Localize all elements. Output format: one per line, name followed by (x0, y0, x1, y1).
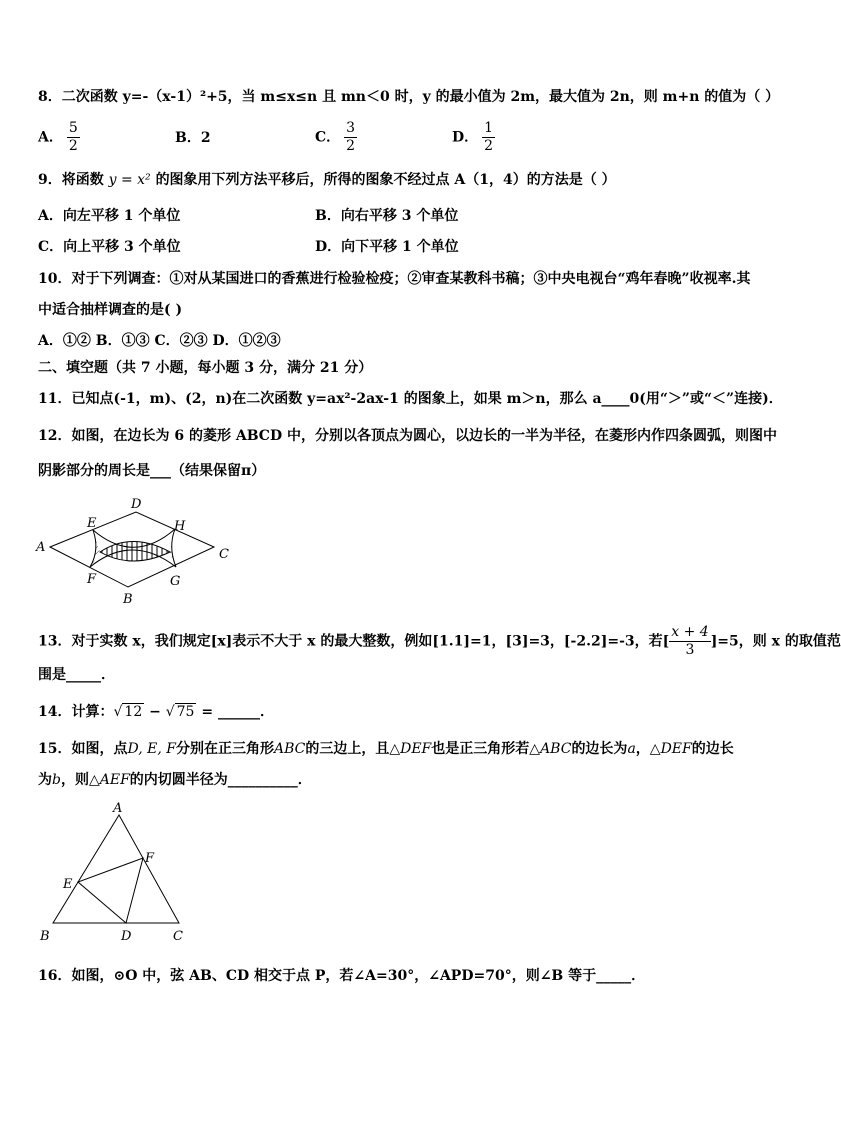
label-c: C (173, 929, 183, 944)
q8-option-c-label: C． (315, 129, 341, 146)
q14-sqrt-2: √ 75 (165, 704, 195, 720)
q9-option-a: A．向左平移 1 个单位 (38, 208, 181, 224)
q8-a-denominator: 2 (68, 138, 78, 154)
label-g: G (170, 574, 181, 589)
q13-stem-line1 (38, 624, 841, 659)
q13-pre: 13．对于实数 x，我们规定[x]表示不大于 x 的最大整数，例如[1.1]=1，[3]=3，[-2.2]=-3，若[ (38, 633, 670, 650)
q15-text-8: 为 (38, 772, 52, 788)
q8-a-numerator: 5 (68, 120, 78, 136)
q8-option-d (452, 120, 495, 155)
q15-abc: ABC (273, 741, 306, 757)
q13-post: ]=5，则 x 的取值范 (710, 633, 841, 650)
label-e: E (87, 516, 97, 531)
q8-option-c-fraction (344, 120, 357, 155)
q14-minus: − (144, 704, 166, 720)
q13-fraction (669, 624, 710, 659)
label-h: H (174, 519, 186, 534)
q9-option-b: B．向右平移 3 个单位 (315, 208, 459, 224)
q13-stem-line2: 围是_____． (38, 667, 115, 683)
label-f: F (87, 572, 97, 587)
q15-a: a (627, 741, 636, 757)
q8-d-numerator: 1 (484, 120, 494, 136)
label-c: C (219, 547, 229, 562)
q8-option-d-label: D． (452, 129, 479, 146)
q9-option-c: C．向上平移 3 个单位 (38, 239, 181, 255)
q8-option-a-label: A． (38, 129, 63, 146)
q9-option-d: D．向下平移 1 个单位 (315, 239, 459, 255)
q10-options: A．①② B．①③ C．②③ D．①②③ (38, 333, 281, 349)
rhombus-figure (30, 495, 240, 610)
label-a: A (113, 801, 123, 816)
q15-def-2: DEF (660, 741, 692, 757)
q15-text-2: 分别在正三角形 (175, 741, 274, 757)
q14-stem (38, 702, 274, 722)
q15-text-3: 的三边上，且△ (305, 741, 401, 757)
label-d: D (121, 929, 132, 944)
q9-stem-post: 的图象用下列方法平移后，所得的图象不经过点 A（1，4）的方法是（ ） (155, 172, 616, 188)
q8-option-c (315, 120, 357, 155)
q10-stem-line1: 10．对于下列调查：①对从某国进口的香蕉进行检验检疫；②审查某教科书稿；③中央电视台“鸡年春晚”收视率.其 (38, 271, 751, 287)
q8-stem: 8．二次函数 y=-（x-1）²+5，当 m≤x≤n 且 mn＜0 时，y 的最小值为 2m，最大值为 2n，则 m+n 的值为（ ） (38, 89, 780, 105)
q14-post: = ______． (196, 704, 274, 720)
q12-stem-line1: 12．如图，在边长为 6 的菱形 ABCD 中，分别以各顶点为圆心，以边长的一半为半径，在菱形内作四条圆弧，则图中 (38, 428, 777, 444)
label-b: B (40, 929, 50, 944)
q15-text-6: ，△ (635, 741, 661, 757)
q8-d-denominator: 2 (484, 138, 494, 154)
q15-def: DEF (400, 741, 432, 757)
label-e: E (63, 877, 73, 892)
q15-text-7: 的边长 (691, 741, 734, 757)
q15-aef: AEF (99, 772, 130, 788)
q14-pre: 14．计算： (38, 704, 114, 720)
q8-c-denominator: 2 (346, 138, 356, 154)
triangle-abc (53, 815, 179, 923)
q11-stem: 11．已知点(-1，m)、(2，n)在二次函数 y=ax²-2ax-1 的图象上，如果 m＞n，那么 a____0(用“＞”或“＜”连接)． (38, 391, 783, 407)
triangle-figure (35, 798, 195, 948)
q10-stem-line2: 中适合抽样调查的是( ) (38, 302, 183, 318)
section-fill-in-heading: 二、填空题（共 7 小题，每小题 3 分，满分 21 分） (38, 360, 373, 376)
q8-c-numerator: 3 (346, 120, 356, 136)
q9-stem-pre: 9．将函数 (38, 172, 104, 188)
q14-sqrt-1: √ 12 (113, 704, 143, 720)
q8-option-a-fraction (67, 120, 80, 155)
q15-text-4: 也是正三角形若△ (431, 741, 541, 757)
label-d: D (131, 497, 142, 512)
q15-stem-line1 (38, 739, 734, 759)
q13-denominator: 3 (685, 642, 695, 658)
q15-abc-2: ABC (540, 741, 572, 757)
label-a: A (36, 540, 46, 555)
q15-text-5: 的边长为 (571, 741, 628, 757)
q15-text-10: 的内切圆半径为__________． (129, 772, 312, 788)
triangle-def (78, 858, 143, 923)
q8-option-d-fraction (482, 120, 495, 155)
q15-text-1: 15．如图，点 (38, 741, 128, 757)
q15-text-9: ，则△ (60, 772, 100, 788)
q8-option-b: B．2 (175, 130, 211, 146)
shaded-lens (100, 542, 170, 562)
label-f: F (145, 851, 155, 866)
q8-option-a (38, 120, 80, 155)
q9-stem (38, 170, 616, 190)
q15-b: b (52, 772, 61, 788)
q9-function: y = x² (108, 172, 151, 188)
q16-stem: 16．如图，⊙O 中，弦 AB、CD 相交于点 P，若∠A=30°，∠APD=70°，则∠B 等于_____． (38, 968, 646, 984)
q15-points: D, E, F (127, 741, 176, 757)
q12-stem-line2: 阴影部分的周长是___（结果保留π） (38, 463, 266, 479)
q15-stem-line2 (38, 770, 312, 790)
q13-numerator: x + 4 (671, 624, 709, 640)
label-b: B (123, 592, 133, 607)
